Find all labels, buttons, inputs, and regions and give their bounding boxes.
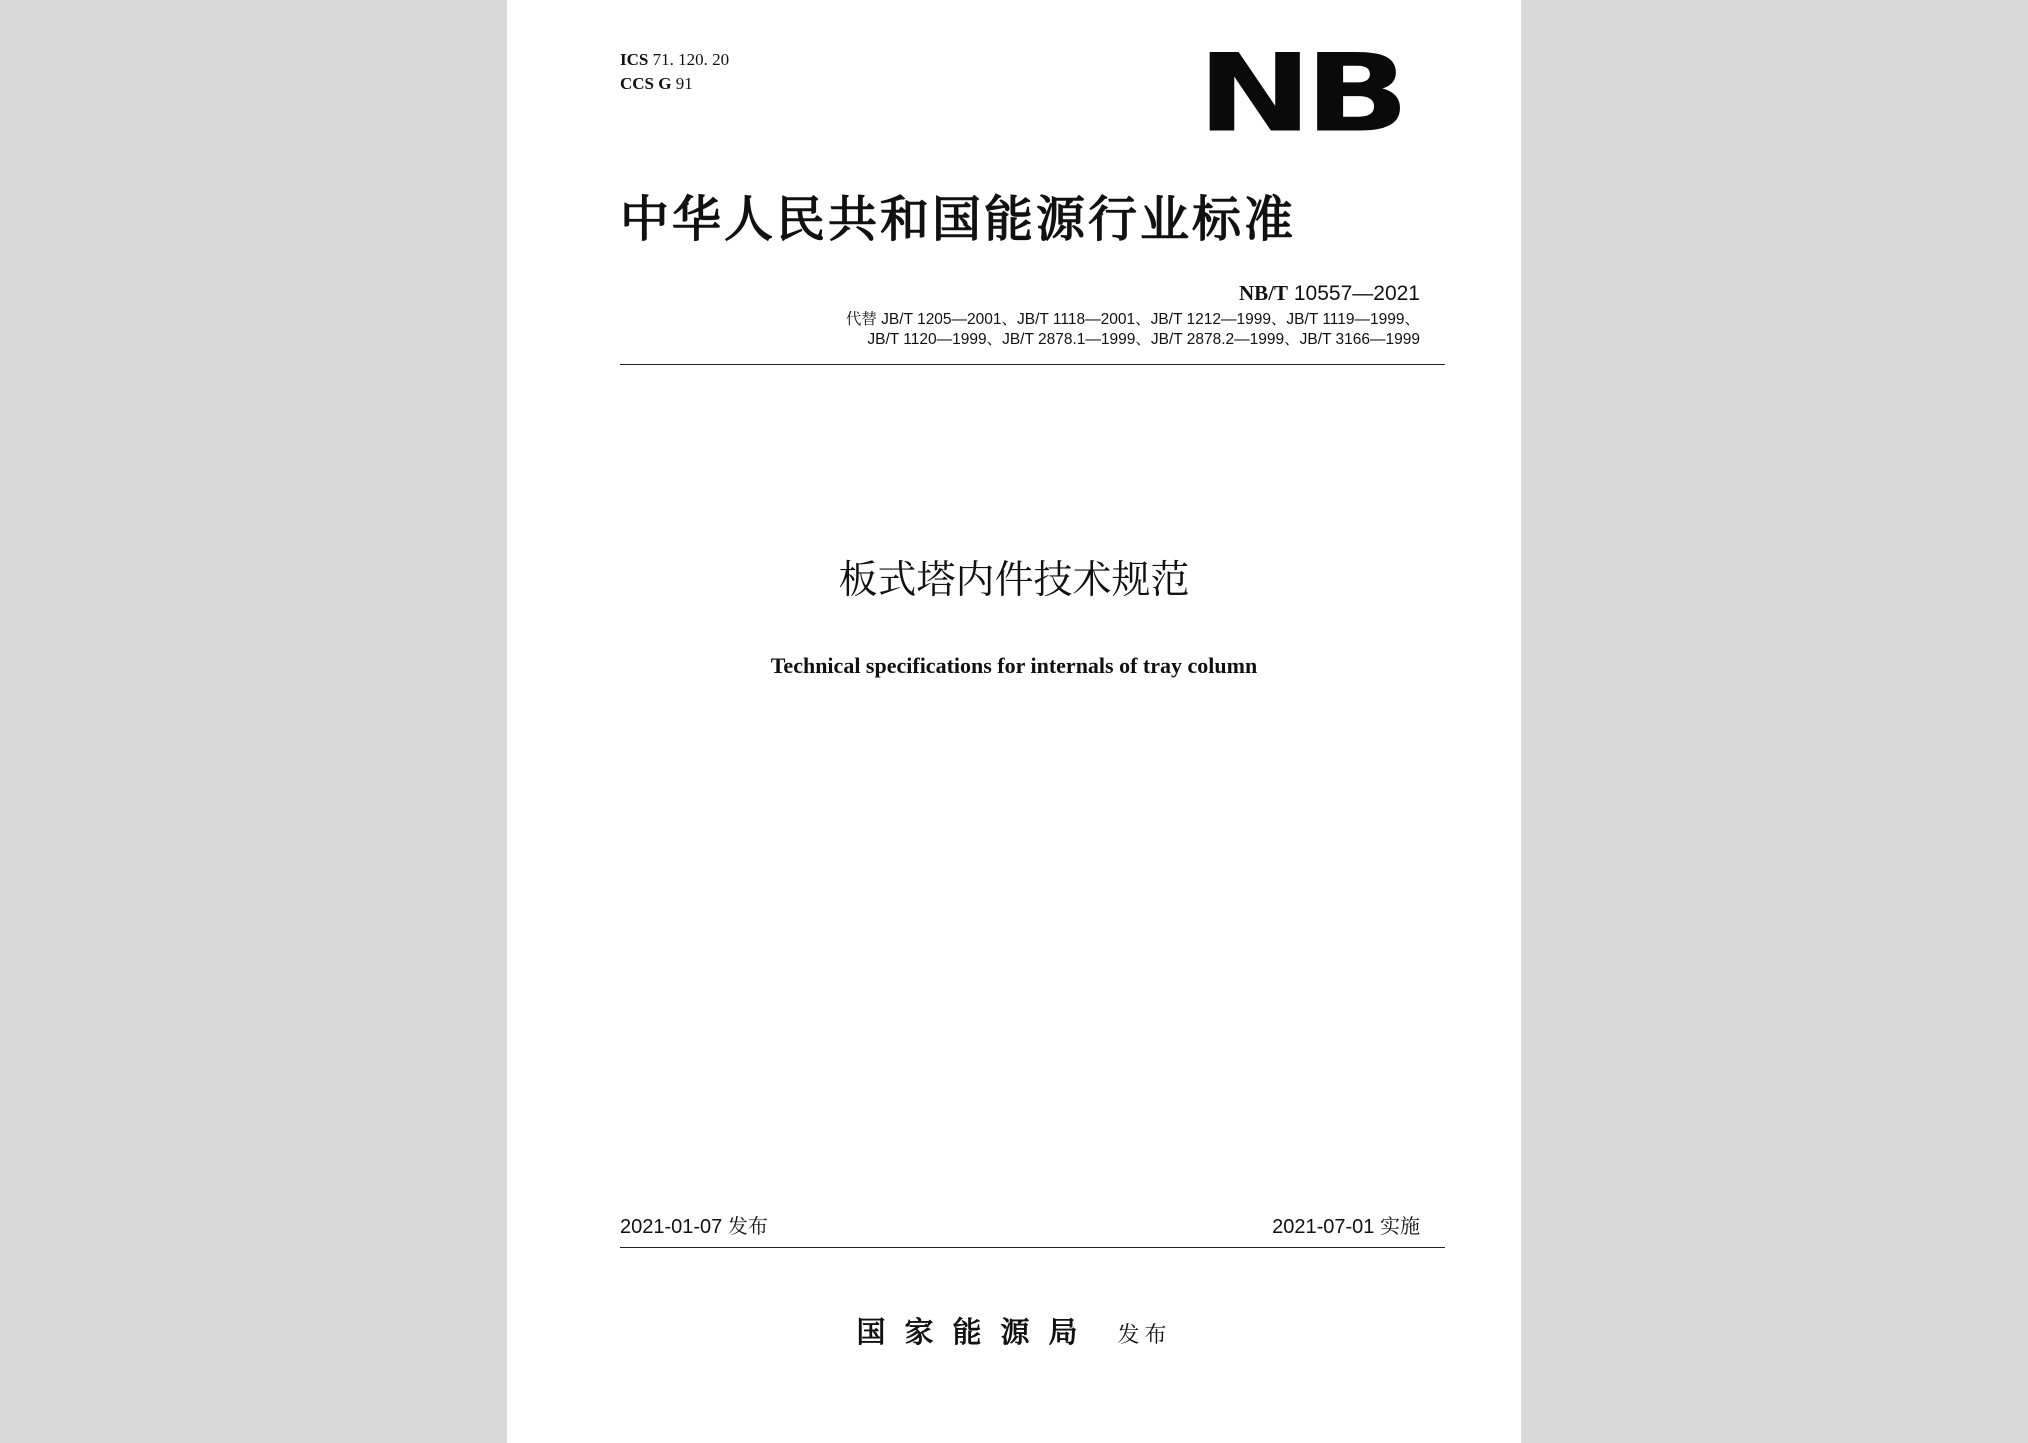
standard-code-number: 10557—2021 <box>1293 282 1420 305</box>
footer-divider <box>620 1247 1445 1248</box>
replaces-line-2: JB/T 1120—1999、JB/T 2878.1—1999、JB/T 2878.2—1999、JB/T 3166—1999 <box>867 331 1420 348</box>
standard-category-title: 中华人民共和国能源行业标准 <box>620 191 1297 248</box>
ics-label: ICS <box>620 50 649 69</box>
ccs-line <box>620 72 729 96</box>
classification-codes <box>620 48 729 96</box>
ccs-value: 91 <box>675 74 693 93</box>
ics-line <box>620 48 729 72</box>
effective-date: 2021-07-01 实施 <box>1272 1216 1420 1238</box>
standard-code-prefix: NB/T <box>1239 281 1289 305</box>
publisher-name: 国家能源局 <box>856 1315 1097 1349</box>
nb-logo: NB <box>1197 30 1402 157</box>
issue-date: 2021-01-07 发布 <box>620 1216 768 1238</box>
ccs-label: CCS G <box>620 74 672 93</box>
replaces-line-1: 代替 JB/T 1205—2001、JB/T 1118—2001、JB/T 1212—1999、JB/T 1119—1999、 <box>845 311 1420 328</box>
standard-code <box>1239 279 1420 308</box>
document-title-en: Technical specifications for internals of tray column <box>770 653 1258 678</box>
publisher-action: 发布 <box>1117 1323 1172 1348</box>
ics-value: 71. 120. 20 <box>652 50 730 69</box>
document-page <box>507 0 1521 1443</box>
publisher-line <box>507 1310 1521 1351</box>
header-divider <box>620 364 1445 365</box>
document-title-cn: 板式塔内件技术规范 <box>838 558 1190 603</box>
replaces-standards <box>846 310 1420 350</box>
